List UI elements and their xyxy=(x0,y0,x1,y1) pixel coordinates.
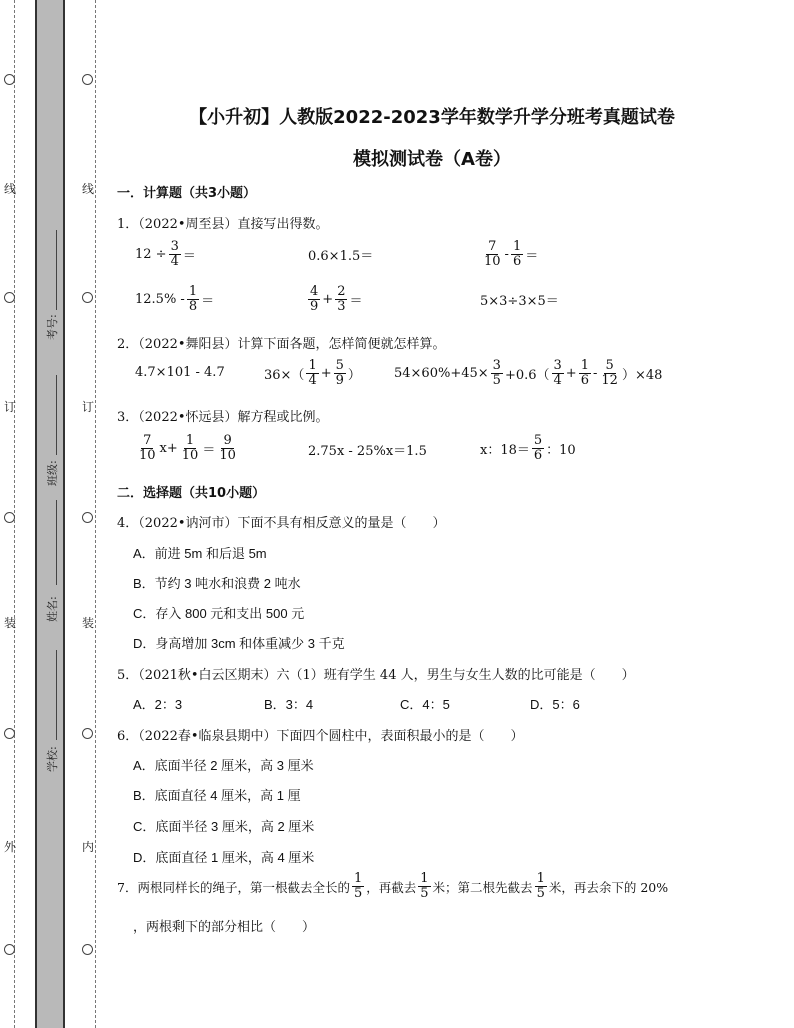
question-6-stem: 6．（2022春•临泉县期中）下面四个圆柱中，表面积最小的是（ ） xyxy=(117,729,524,744)
margin-char-zhuang: 装 xyxy=(4,616,17,630)
q1-expression-2: 0.6×1.5＝ xyxy=(308,249,374,264)
q6-option-a: A．底面半径 2 厘米，高 3 厘米 xyxy=(133,758,314,773)
name-label: 姓名: xyxy=(46,596,59,622)
school-field[interactable] xyxy=(56,650,57,740)
question-7-stem: 7．两根同样长的绳子，第一根截去全长的 1 5 ，再截去 1 5 米；第二根先截去 1 5 米，再去余下的 20% xyxy=(117,871,669,902)
question-5-stem: 5．（2021秋•白云区期末）六（1）班有学生 44 人，男生与女生人数的比可能是（ ） xyxy=(117,668,635,683)
binding-hole-circle xyxy=(4,74,15,85)
fraction: 7 10 xyxy=(484,239,501,270)
q2-expression-3: 54×60%+45× $\frac{3}{5}$ +0.6（ 3 4 + $\frac{1}{6}$ - 5 12 ）×48 xyxy=(394,358,663,389)
q4-option-c: C．存入 800 元和支出 500 元 xyxy=(133,606,305,621)
fraction: $\frac{2}{3}$ xyxy=(337,284,346,315)
margin-char-wai: 外 xyxy=(4,840,17,854)
class-label: 班级: xyxy=(46,460,59,486)
fraction: $\frac{1}{10}$ xyxy=(181,433,199,464)
binding-hole-circle xyxy=(4,292,15,303)
fraction: 1 8 xyxy=(188,284,198,315)
name-field[interactable] xyxy=(56,500,57,585)
margin-char-ding: 订 xyxy=(82,400,95,414)
question-3-stem: 3．（2022•怀远县）解方程或比例。 xyxy=(117,410,329,425)
page-title: 【小升初】人教版2022-2023学年数学升学分班考真题试卷 xyxy=(189,107,675,128)
binding-hole-circle xyxy=(4,728,15,739)
binding-hole-circle xyxy=(82,74,93,85)
q3-expression-1: 7 10 x+ $\frac{1}{10}$ ＝ 9 10 xyxy=(139,433,236,464)
question-1-stem: 1．（2022•周至县）直接写出得数。 xyxy=(117,217,329,232)
question-2-stem: 2．（2022•舞阳县）计算下面各题，怎样简便就怎样算。 xyxy=(117,337,446,352)
binding-hole-circle xyxy=(82,292,93,303)
q4-option-a: A．前进 5m 和后退 5m xyxy=(133,546,267,561)
q1-expression-4: 12.5% - 1 8 ＝ xyxy=(135,284,215,315)
exam-number-label: 考号: xyxy=(46,314,59,340)
margin-char-nei: 内 xyxy=(82,840,95,854)
question-7-continuation: ，两根剩下的部分相比（ ） xyxy=(133,920,316,935)
q1-expression-6: 5×3÷3×5＝ xyxy=(480,294,559,309)
section-heading: 二．选择题（共10小题） xyxy=(117,486,266,501)
fraction: 4 9 xyxy=(310,284,319,315)
q6-option-b: B．底面直径 4 厘米，高 1 厘 xyxy=(133,788,301,803)
fraction: $\frac{5}{9}$ xyxy=(335,358,344,389)
q5-option-d: D．5：6 xyxy=(530,697,580,712)
q3-expression-2: 2.75x - 25%x＝1.5 xyxy=(308,444,427,459)
q4-option-b: B．节约 3 吨水和浪费 2 吨水 xyxy=(133,576,301,591)
binding-hole-circle xyxy=(82,728,93,739)
class-field[interactable] xyxy=(56,375,57,455)
q5-option-b: B．3：4 xyxy=(264,697,314,712)
margin-char-zhuang: 装 xyxy=(82,616,95,630)
margin-char-xian: 线 xyxy=(4,182,17,196)
fraction: 7 10 xyxy=(139,433,156,464)
school-label: 学校: xyxy=(46,746,59,772)
fraction: 1 6 xyxy=(512,239,522,270)
fraction: $\frac{1}{6}$ xyxy=(580,358,589,389)
fraction: 3 4 xyxy=(553,358,562,389)
q1-expression-1: 12 ÷ $\frac{3}{4}$ ＝ xyxy=(135,239,196,270)
q6-option-d: D．底面直径 1 厘米，高 4 厘米 xyxy=(133,850,315,865)
page-subtitle: 模拟测试卷（A卷） xyxy=(353,149,511,170)
binding-hole-circle xyxy=(4,512,15,523)
fraction: 1 5 xyxy=(353,871,363,902)
binding-hole-circle xyxy=(82,512,93,523)
fraction: 5 12 xyxy=(601,358,618,389)
fraction: 1 5 xyxy=(536,871,545,902)
q2-expression-2: 36×（ 1 4 + $\frac{5}{9}$ ） xyxy=(264,358,361,389)
q2-expression-1: 4.7×101 - 4.7 xyxy=(135,365,225,380)
q4-option-d: D．身高增加 3cm 和体重减少 3 千克 xyxy=(133,636,345,651)
binding-hole-circle xyxy=(4,944,15,955)
q5-option-c: C．4：5 xyxy=(400,697,450,712)
section-heading: 一．计算题（共3小题） xyxy=(117,186,257,201)
margin-char-xian: 线 xyxy=(82,182,95,196)
margin-char-ding: 订 xyxy=(4,400,17,414)
fraction: 1 4 xyxy=(308,358,317,389)
fraction: 1 5 xyxy=(420,871,429,902)
fraction: 9 10 xyxy=(219,433,236,464)
fraction: $\frac{3}{4}$ xyxy=(170,239,179,270)
q6-option-c: C．底面半径 3 厘米，高 2 厘米 xyxy=(133,819,315,834)
exam-number-field[interactable] xyxy=(56,230,57,310)
fraction: $\frac{3}{5}$ xyxy=(492,358,501,389)
binding-hole-circle xyxy=(82,944,93,955)
q5-option-a: A．2：3 xyxy=(133,697,183,712)
q1-expression-3: 7 10 - 1 6 ＝ xyxy=(484,239,539,270)
fraction: 5 6 xyxy=(533,433,543,464)
question-4-stem: 4．（2022•讷河市）下面不具有相反意义的量是（ ） xyxy=(117,516,446,531)
q3-expression-3: x：18＝ 5 6 ：10 xyxy=(480,433,576,464)
q1-expression-5: 4 9 + $\frac{2}{3}$ ＝ xyxy=(310,284,363,315)
